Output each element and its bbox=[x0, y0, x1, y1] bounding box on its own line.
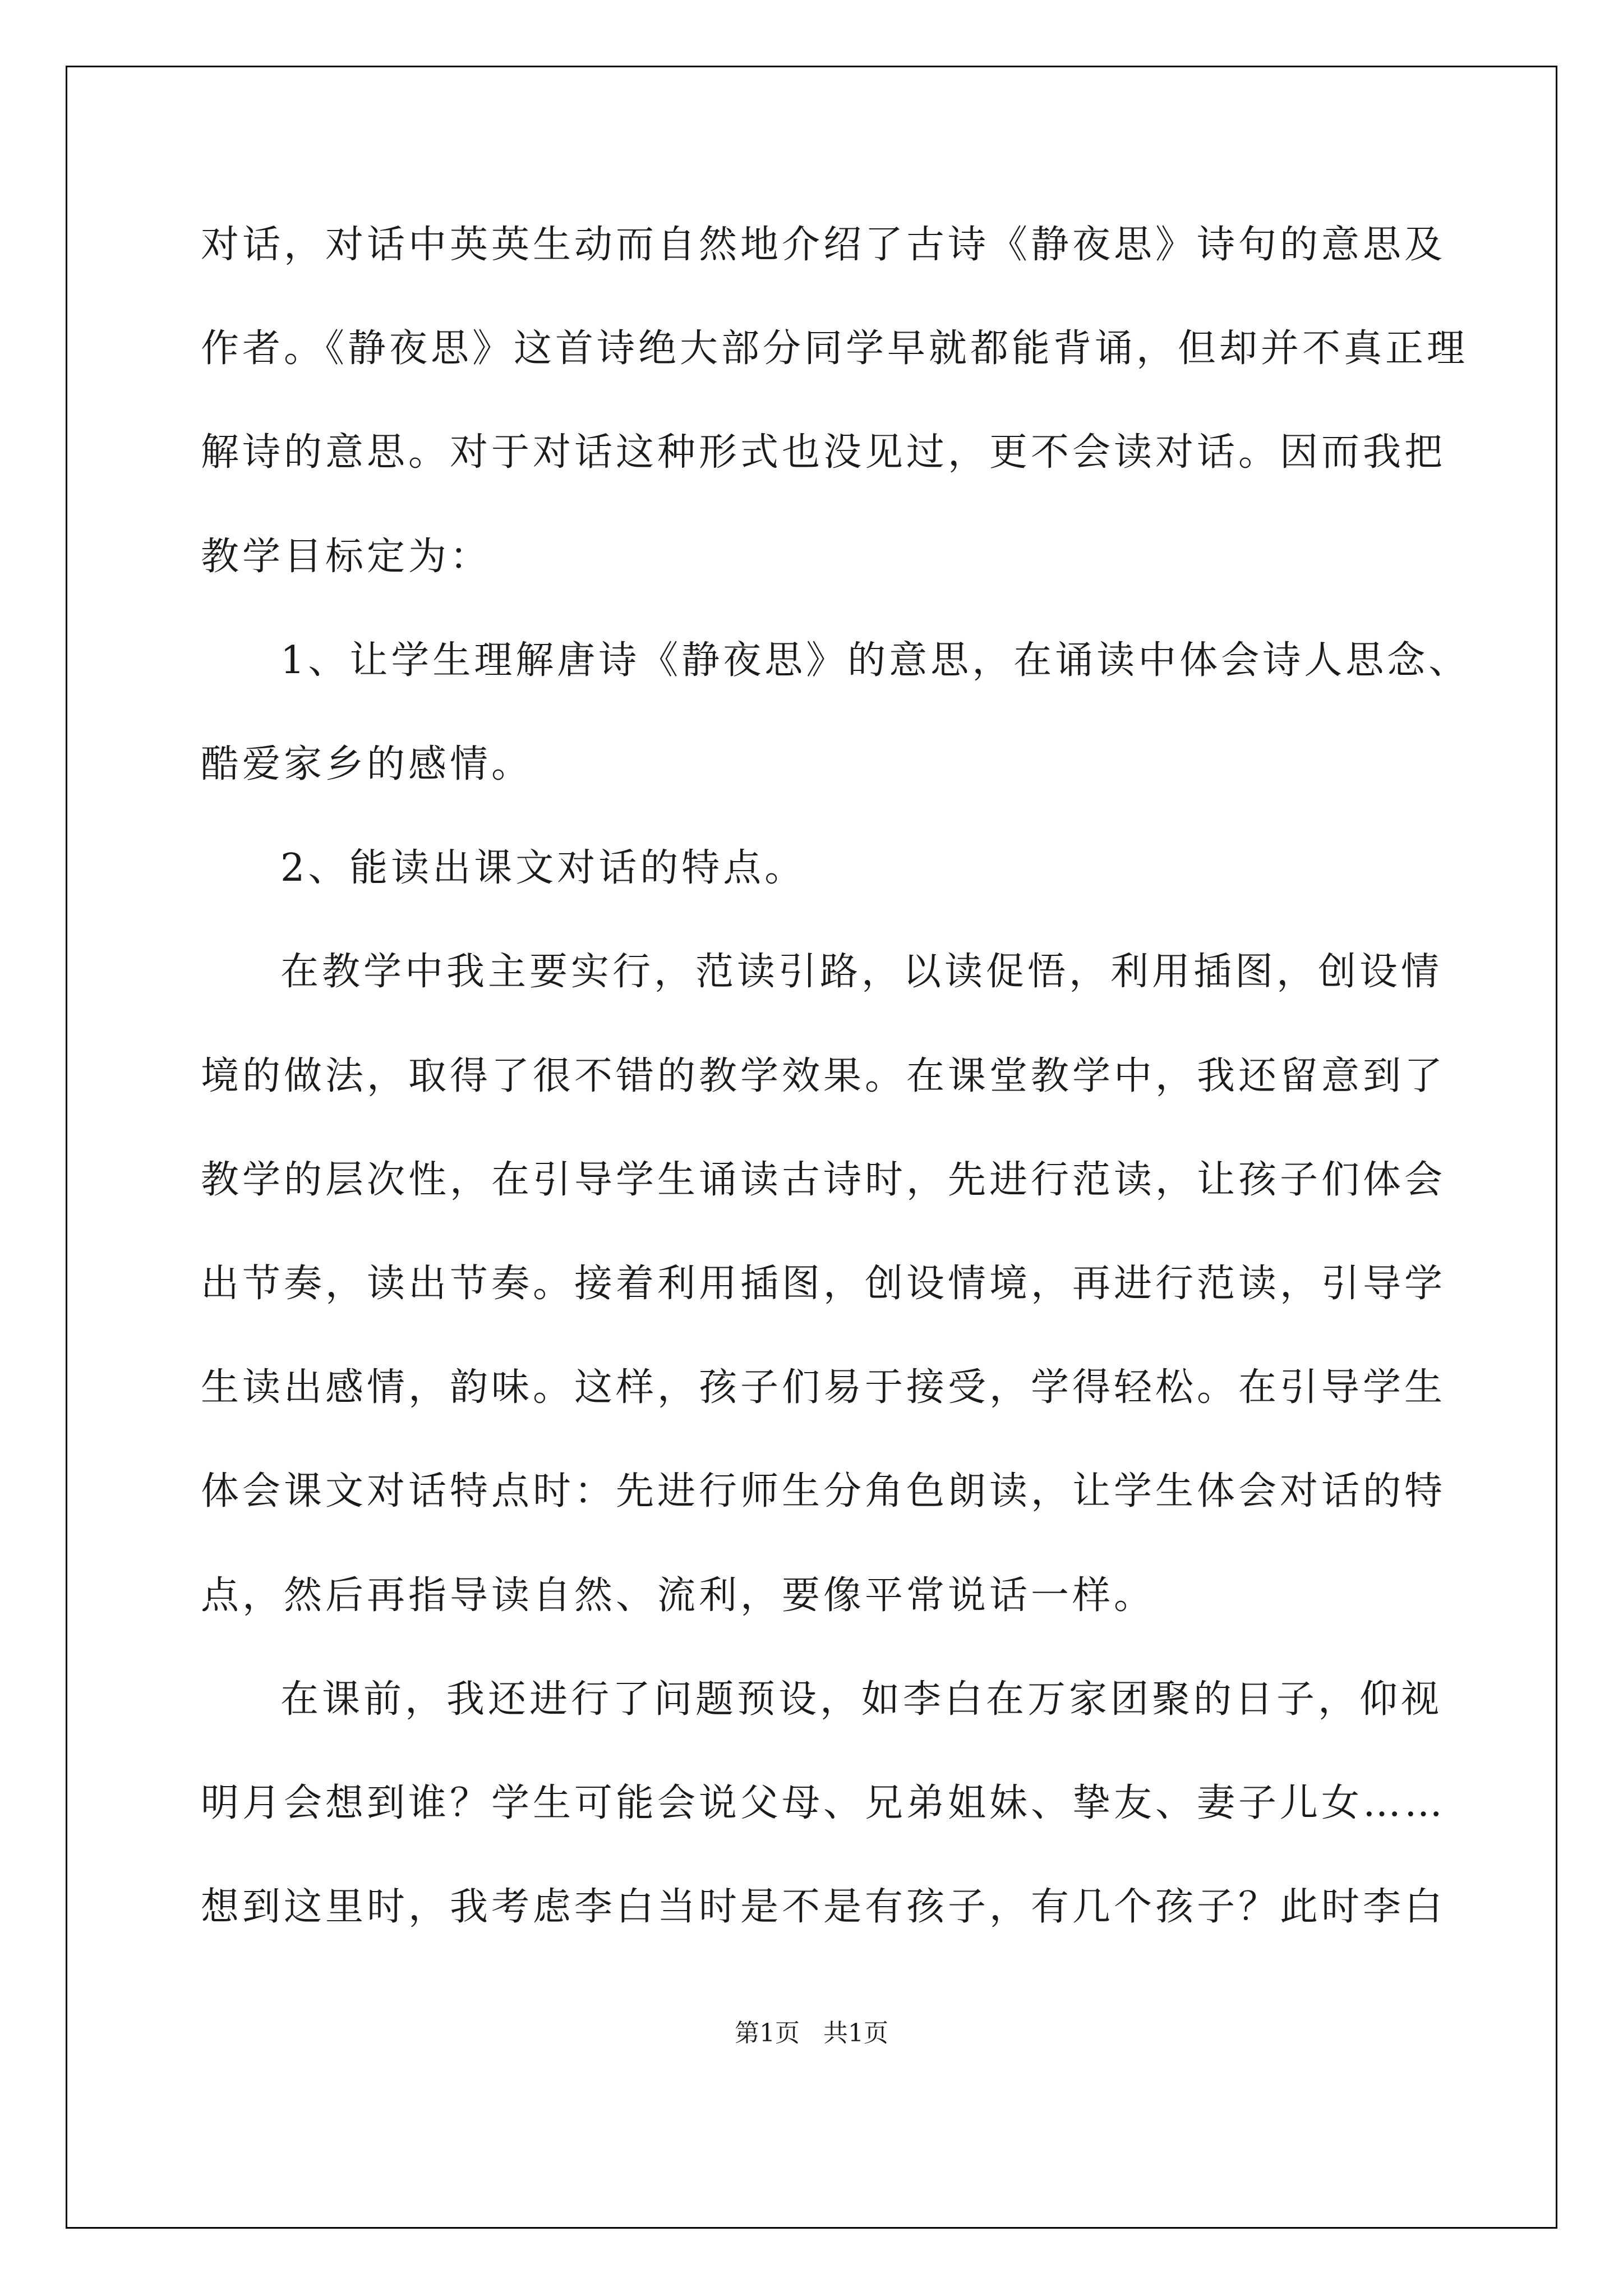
page-total: 共1页 bbox=[823, 2019, 888, 2047]
text-line-indented: 在教学中我主要实行，范读引路，以读促悟，利用插图，创设情 bbox=[280, 950, 1443, 994]
text-line: 对话，对话中英英生动而自然地介绍了古诗《静夜思》诗句的意思及 bbox=[201, 223, 1446, 267]
text-line: 解诗的意思。对于对话这种形式也没见过，更不会读对话。因而我把 bbox=[201, 430, 1446, 475]
text-line: 体会课文对话特点时：先进行师生分角色朗读，让学生体会对话的特 bbox=[201, 1469, 1446, 1513]
text-line-indented: 1、让学生理解唐诗《静夜思》的意思，在诵读中体会诗人思念、 bbox=[280, 638, 1470, 683]
text-line: 点，然后再指导读自然、流利，要像平常说话一样。 bbox=[201, 1573, 1156, 1618]
text-line: 想到这里时，我考虑李白当时是不是有孩子，有几个孩子？此时李白 bbox=[201, 1885, 1446, 1929]
page-number: 第1页 bbox=[735, 2019, 800, 2047]
text-line: 出节奏，读出节奏。接着利用插图，创设情境，再进行范读，引导学 bbox=[201, 1262, 1446, 1306]
text-line: 教学的层次性，在引导学生诵读古诗时，先进行范读，让孩子们体会 bbox=[201, 1158, 1446, 1202]
text-line: 境的做法，取得了很不错的教学效果。在课堂教学中，我还留意到了 bbox=[201, 1054, 1446, 1098]
text-line: 作者。《静夜思》这首诗绝大部分同学早就都能背诵，但却并不真正理 bbox=[201, 326, 1469, 371]
text-line: 教学目标定为： bbox=[201, 535, 492, 579]
text-line-indented: 2、能读出课文对话的特点。 bbox=[280, 846, 806, 890]
text-line-indented: 在课前，我还进行了问题预设，如李白在万家团聚的日子，仰视 bbox=[280, 1677, 1443, 1722]
text-line: 明月会想到谁？学生可能会说父母、兄弟姐妹、挚友、妻子儿女…… bbox=[201, 1781, 1446, 1825]
text-line: 生读出感情，韵味。这样，孩子们易于接受，学得轻松。在引导学生 bbox=[201, 1365, 1446, 1410]
page-footer bbox=[0, 2017, 1623, 2050]
text-line: 酷爱家乡的感情。 bbox=[201, 742, 533, 786]
